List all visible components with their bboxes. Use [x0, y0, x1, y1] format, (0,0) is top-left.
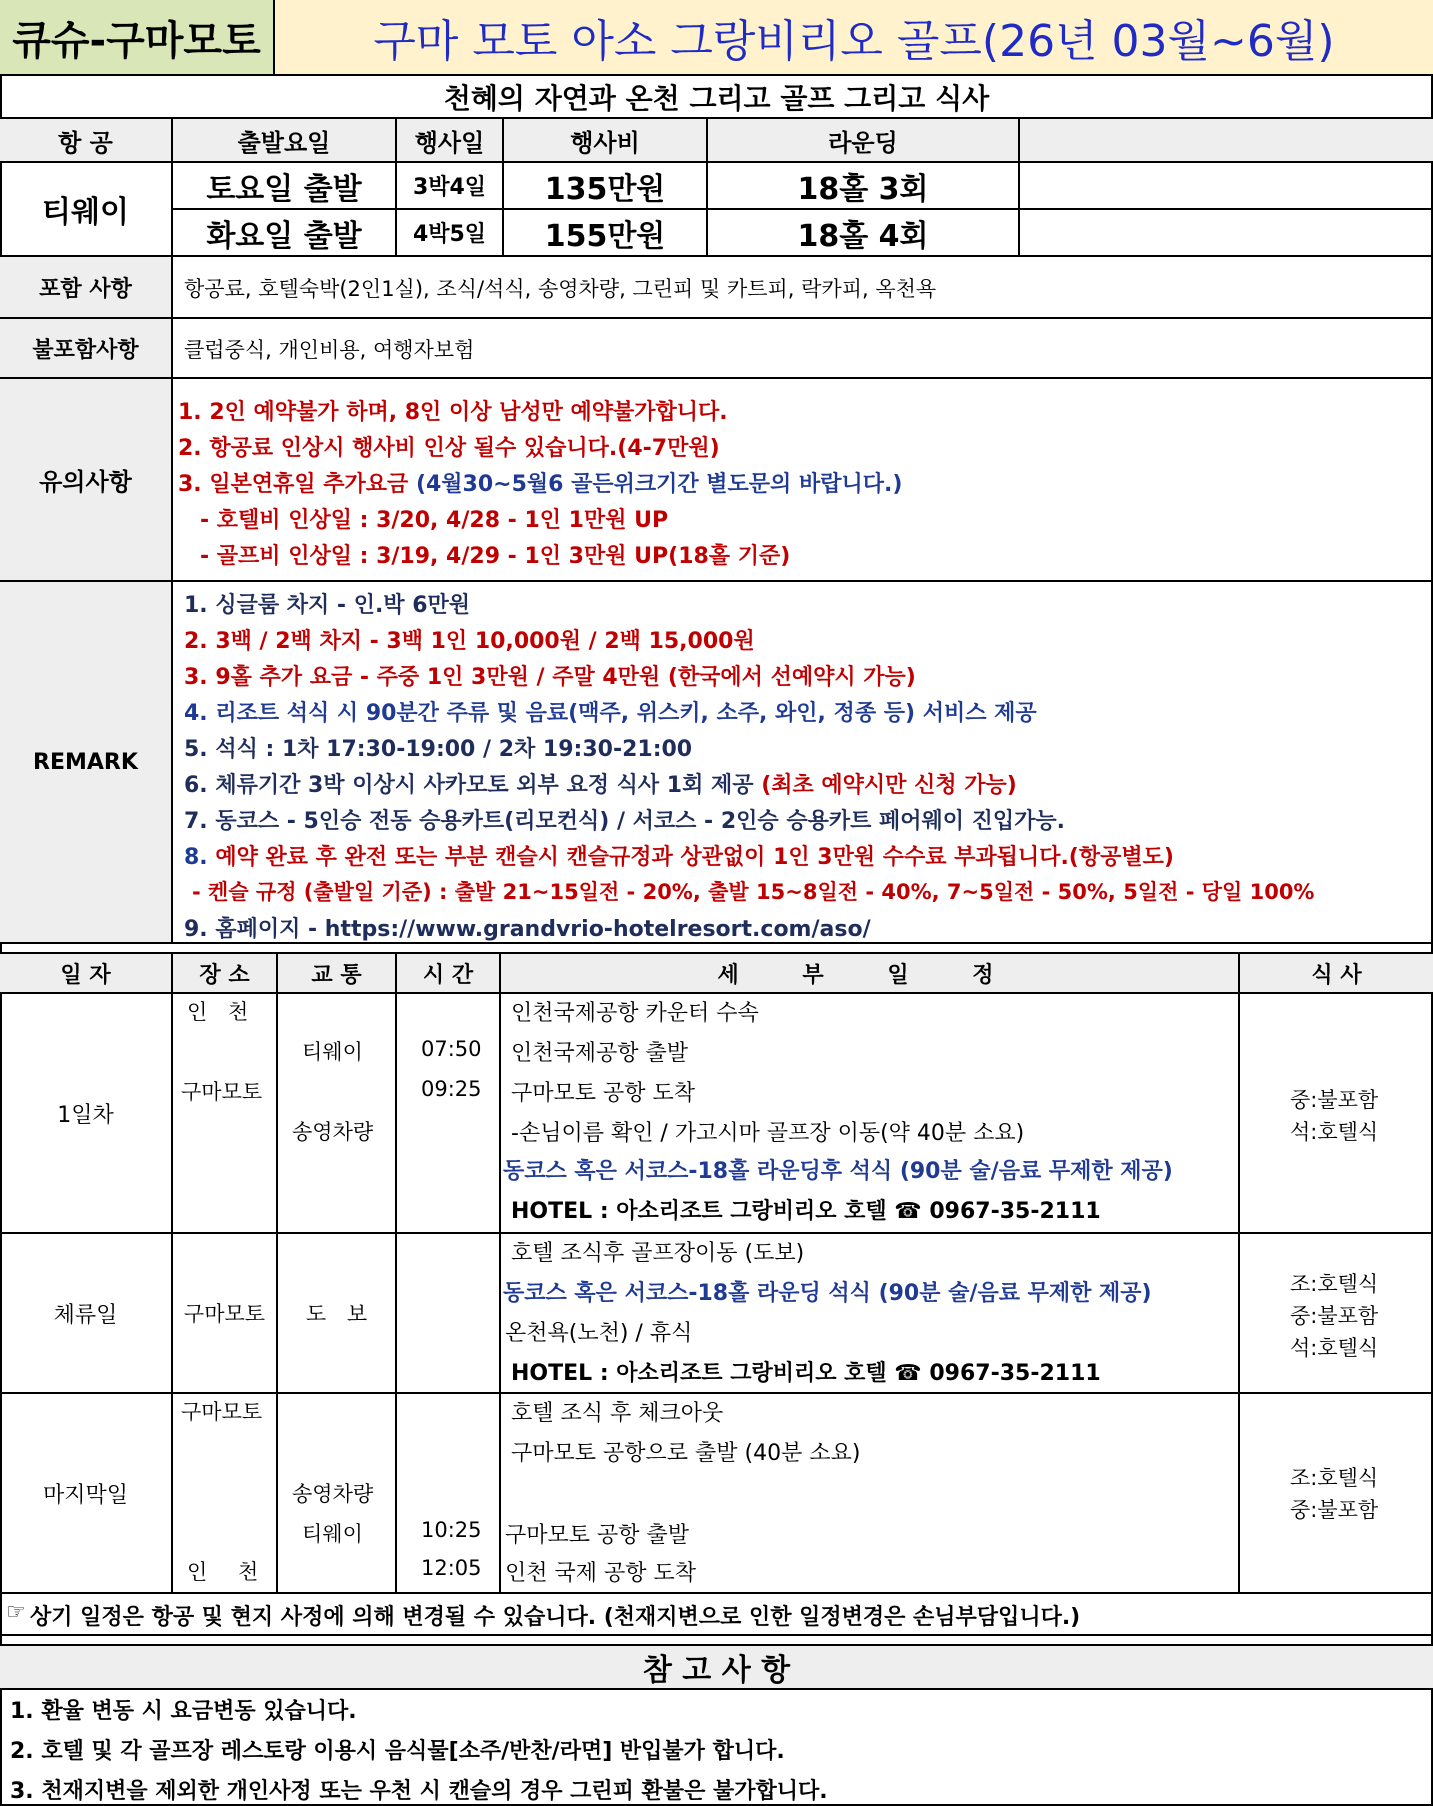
included-row — [0, 257, 1433, 317]
note-line-1: 1. 2인 예약불가 하며, 8인 이상 남성만 예약불가합니다. — [178, 400, 728, 425]
note-line-3 — [178, 467, 902, 498]
region-label: 큐슈-구마모토 — [0, 0, 275, 74]
detail-line: 구마모토 공항 출발 — [505, 1523, 690, 1548]
excluded-label: 불포함사항 — [0, 319, 173, 377]
price-sat: 135만원 — [504, 163, 706, 210]
detail-column — [501, 1394, 1240, 1592]
duration-column — [397, 163, 504, 255]
duration-sat: 3박4일 — [397, 163, 502, 210]
remark-line-2: 2. 3백 / 2백 차지 - 3백 1인 10,000원 / 2백 15,000원 — [184, 629, 755, 654]
place-incheon: 인 천 — [187, 1000, 249, 1024]
rounds-sat: 18홀 3회 — [708, 163, 1018, 210]
place-column — [173, 1394, 278, 1592]
detail-line-golf: 동코스 혹은 서코스-18홀 라운딩 석식 (90분 술/음료 무제한 제공) — [503, 1281, 1152, 1306]
transport-tway: 티웨이 — [302, 1522, 363, 1546]
remark-line-8-b: 예약 완료 후 완전 또는 부분 캔슬시 캔슬규정과 상관없이 1인 3만원 수수료 부과됩니다.(항공별도) — [215, 845, 1174, 870]
transport-shuttle: 송영차량 — [292, 1482, 374, 1506]
meal-column — [1240, 1234, 1433, 1392]
excluded-text: 클럽중식, 개인비용, 여행자보험 — [184, 338, 475, 362]
meal-dinner: 석:호텔식 — [1290, 1336, 1379, 1360]
detail-line-hotel: HOTEL : 아소리조트 그랑비리오 호텔 ☎ 0967-35-2111 — [511, 1199, 1101, 1224]
remark-line-4: 4. 리조트 석식 시 90분간 주류 및 음료(맥주, 위스키, 소주, 와인, 정종 등) 서비스 제공 — [184, 701, 1037, 726]
itinerary-footnote — [0, 1594, 1433, 1634]
detail-line: 구마모토 공항 도착 — [511, 1081, 696, 1106]
subtitle — [0, 76, 1433, 117]
meal-lunch: 중:불포함 — [1290, 1304, 1379, 1328]
departure-day-tue: 화요일 출발 — [206, 218, 362, 254]
header — [0, 0, 1433, 74]
itinerary-day-1 — [0, 994, 1433, 1232]
reference-title: 참 고 사 항 — [642, 1653, 791, 1688]
header-time: 시 간 — [397, 954, 501, 992]
detail-line: 인천국제공항 출발 — [511, 1041, 689, 1066]
remark-line-1: 1. 싱글룸 차지 - 인.박 6만원 — [184, 593, 471, 618]
time-arrive: 09:25 — [421, 1077, 482, 1101]
reference-body — [0, 1690, 1433, 1806]
detail-column — [501, 1234, 1240, 1392]
place-kumamoto: 구마모토 — [173, 1234, 278, 1392]
detail-line: 호텔 조식후 골프장이동 (도보) — [511, 1241, 805, 1266]
rounds-column — [708, 163, 1020, 255]
meal-breakfast: 조:호텔식 — [1290, 1466, 1379, 1490]
transport-tway: 티웨이 — [302, 1040, 363, 1064]
departure-day-sat: 토요일 출발 — [173, 163, 395, 210]
meal-breakfast: 조:호텔식 — [1290, 1272, 1379, 1296]
reference-line-1: 1. 환율 변동 시 요금변동 있습니다. — [10, 1699, 357, 1724]
page-title: 구마 모토 아소 그랑비리오 골프(26년 03월~6월) — [275, 0, 1433, 74]
remark-line-6 — [184, 768, 1017, 799]
included-text: 항공료, 호텔숙박(2인1실), 조식/석식, 송영차량, 그린피 및 카트피, 락카피, 옥천욕 — [184, 277, 937, 301]
price-extra-column — [1020, 163, 1433, 255]
notes-label: 유의사항 — [0, 379, 173, 580]
price-tue: 155만원 — [544, 218, 666, 254]
detail-line: -손님이름 확인 / 가고시마 골프장 이동(약 40분 소요) — [511, 1121, 1025, 1146]
day-label: 1일차 — [0, 994, 173, 1232]
remark-line-10: 9. 홈페이지 - https://www.grandvrio-hotelresort.com/aso/ — [184, 917, 871, 942]
detail-line-golf: 동코스 혹은 서코스-18홀 라운딩후 석식 (90분 술/음료 무제한 제공) — [503, 1159, 1173, 1184]
pointing-hand-icon: ☞ — [6, 1600, 26, 1625]
remark-row — [0, 582, 1433, 942]
remark-line-6-a: 6. 체류기간 3박 이상시 사카모토 외부 요정 식사 1회 제공 — [184, 773, 754, 798]
price-table-body — [0, 163, 1433, 255]
detail-line: 인천 국제 공항 도착 — [505, 1561, 696, 1586]
header-price: 행사비 — [504, 119, 708, 161]
departure-day-column — [173, 163, 397, 255]
meal-column — [1240, 1394, 1433, 1592]
header-meal: 식 사 — [1311, 962, 1362, 988]
note-line-3-a: 3. 일본연휴일 추가요금 — [178, 472, 409, 497]
excluded-row — [0, 319, 1433, 377]
place-kumamoto: 구마모토 — [181, 1400, 263, 1424]
price-column — [504, 163, 708, 255]
meal-lunch: 중:불포함 — [1290, 1088, 1379, 1112]
remark-line-8 — [184, 840, 1174, 871]
place-kumamoto: 구마모토 — [181, 1080, 263, 1104]
place-incheon: 인 천 — [187, 1560, 259, 1584]
time-column — [397, 1394, 501, 1592]
footnote-text: 상기 일정은 항공 및 현지 사정에 의해 변경될 수 있습니다. (천재지변으로 인한 일정변경은 손님부담입니다.) — [30, 1605, 1081, 1630]
transport-column — [278, 1394, 397, 1592]
remark-line-9: - 켄슬 규정 (출발일 기준) : 출발 21~15일전 - 20%, 출발 15~8일전 - 40%, 7~5일전 - 50%, 5일전 - 당일 100% — [192, 880, 1315, 904]
header-departure-day: 출발요일 — [173, 119, 397, 161]
header-day: 일 자 — [0, 954, 173, 992]
remark-line-3: 3. 9홀 추가 요금 - 주중 1인 3만원 / 주말 4만원 (한국에서 선예약시 가능) — [184, 665, 916, 690]
header-detail: 세 부 일 정 — [501, 954, 1240, 992]
header-duration: 행사일 — [397, 119, 504, 161]
note-line-4: - 호텔비 인상일 : 3/20, 4/28 - 1인 1만원 UP — [200, 508, 669, 533]
itinerary-day-last — [0, 1394, 1433, 1592]
detail-line: 호텔 조식 후 체크아웃 — [511, 1401, 724, 1426]
note-line-3-b: (4월30~5월6 골든위크기간 별도문의 바랍니다.) — [415, 472, 903, 497]
notes-row — [0, 379, 1433, 580]
transport-column — [278, 994, 397, 1232]
time-arrive: 12:05 — [421, 1556, 482, 1580]
detail-line: 구마모토 공항으로 출발 (40분 소요) — [511, 1441, 861, 1466]
note-line-2: 2. 항공료 인상시 행사비 인상 될수 있습니다.(4-7만원) — [178, 436, 720, 461]
day-label: 마지막일 — [0, 1394, 173, 1592]
header-rounds: 라운딩 — [708, 119, 1020, 161]
price-table-header — [0, 119, 1433, 161]
transport-walk: 도 보 — [278, 1234, 397, 1392]
transport-shuttle: 송영차량 — [292, 1120, 374, 1144]
airline-name: 티웨이 — [0, 163, 173, 255]
remark-line-8-a: 8. — [184, 845, 208, 870]
rounds-tue: 18홀 4회 — [797, 218, 929, 254]
detail-line: 온천욕(노천) / 휴식 — [505, 1321, 693, 1346]
reference-line-2: 2. 호텔 및 각 골프장 레스토랑 이용시 음식물[소주/반찬/라면] 반입불가 합니다. — [10, 1739, 785, 1764]
note-line-5: - 골프비 인상일 : 3/19, 4/29 - 1인 3만원 UP(18홀 기준) — [200, 544, 791, 569]
meal-dinner: 석:호텔식 — [1290, 1120, 1379, 1144]
header-transport: 교 통 — [278, 954, 397, 992]
itinerary-header — [0, 954, 1433, 992]
remark-line-5: 5. 석식 : 1차 17:30-19:00 / 2차 19:30-21:00 — [184, 737, 693, 762]
time-column — [397, 1234, 501, 1392]
detail-line-hotel: HOTEL : 아소리조트 그랑비리오 호텔 ☎ 0967-35-2111 — [511, 1361, 1101, 1386]
detail-column — [501, 994, 1240, 1232]
reference-line-3: 3. 천재지변을 제외한 개인사정 또는 우천 시 캔슬의 경우 그린피 환불은 불가합니다. — [10, 1779, 828, 1804]
time-column — [397, 994, 501, 1232]
time-depart: 07:50 — [421, 1037, 482, 1061]
remark-label: REMARK — [0, 582, 173, 942]
reference-header — [0, 1646, 1433, 1688]
meal-column — [1240, 994, 1433, 1232]
included-label: 포함 사항 — [0, 257, 173, 317]
place-column — [173, 994, 278, 1232]
detail-line: 인천국제공항 카운터 수속 — [511, 1001, 759, 1026]
header-place: 장 소 — [173, 954, 278, 992]
subtitle-text: 천혜의 자연과 온천 그리고 골프 그리고 식사 — [443, 81, 990, 115]
time-depart: 10:25 — [421, 1518, 482, 1542]
duration-tue: 4박5일 — [412, 222, 487, 247]
remark-line-7: 7. 동코스 - 5인승 전동 승용카트(리모컨식) / 서코스 - 2인승 승용카트 페어웨이 진입가능. — [184, 809, 1066, 834]
itinerary-day-stay — [0, 1234, 1433, 1392]
meal-lunch: 중:불포함 — [1290, 1498, 1379, 1522]
header-airline: 항 공 — [0, 119, 173, 161]
remark-line-6-b: (최초 예약시만 신청 가능) — [761, 773, 1017, 798]
day-label: 체류일 — [0, 1234, 173, 1392]
